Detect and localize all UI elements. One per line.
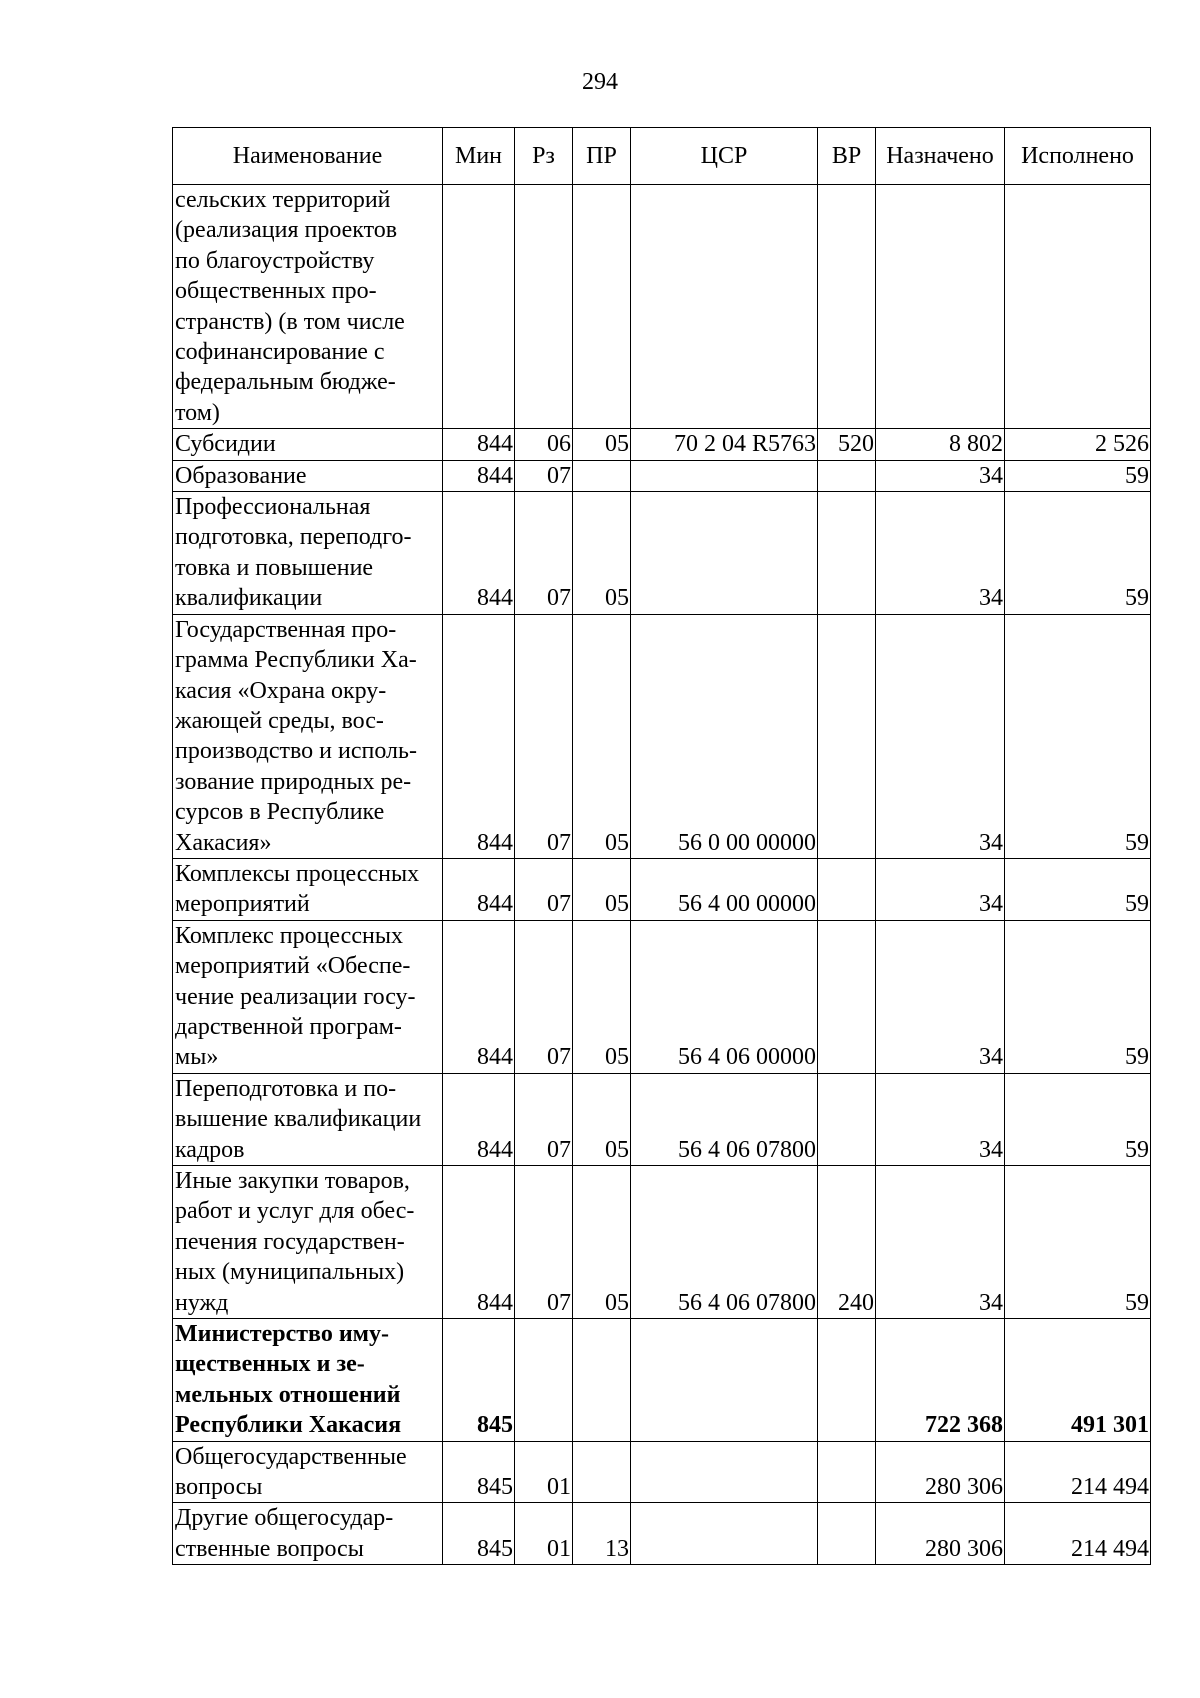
cell-assigned: 280 306 <box>876 1503 1005 1565</box>
name-line: мероприятий <box>175 891 310 918</box>
name-line: (реализация проектов <box>175 217 398 244</box>
cell-name <box>173 920 443 1073</box>
cell-min: 844 <box>443 429 515 460</box>
cell-min: 844 <box>443 858 515 920</box>
cell-executed: 59 <box>1005 492 1151 615</box>
cell-pr: 05 <box>573 492 631 615</box>
name-line: Комплексы процессных <box>175 860 420 887</box>
cell-rz <box>515 1319 573 1442</box>
cell-csr <box>631 460 818 491</box>
page-number: 294 <box>582 69 618 95</box>
cell-rz: 06 <box>515 429 573 460</box>
cell-rz: 01 <box>515 1503 573 1565</box>
name-line: товка и повышение <box>175 554 374 581</box>
cell-pr: 05 <box>573 614 631 858</box>
cell-csr <box>631 1503 818 1565</box>
name-line: щественных и зе- <box>175 1351 365 1378</box>
cell-name <box>173 858 443 920</box>
cell-assigned: 722 368 <box>876 1319 1005 1442</box>
cell-vr <box>818 1441 876 1503</box>
cell-assigned: 34 <box>876 492 1005 615</box>
name-line: по благоустройству <box>175 247 375 274</box>
table-row <box>173 614 1151 858</box>
cell-vr <box>818 858 876 920</box>
cell-pr: 05 <box>573 429 631 460</box>
cell-vr <box>818 492 876 615</box>
cell-min: 844 <box>443 614 515 858</box>
name-line: федеральным бюдже- <box>175 369 396 396</box>
cell-vr <box>818 614 876 858</box>
name-line: печения государствен- <box>175 1228 405 1255</box>
table-row <box>173 429 1151 460</box>
name-line: Субсидии <box>175 431 276 458</box>
header-csr: ЦСР <box>631 128 818 185</box>
cell-executed: 214 494 <box>1005 1441 1151 1503</box>
cell-name <box>173 460 443 491</box>
cell-csr: 56 0 00 00000 <box>631 614 818 858</box>
header-assigned: Назначено <box>876 128 1005 185</box>
cell-name <box>173 1503 443 1565</box>
table-row <box>173 920 1151 1073</box>
name-line: сурсов в Республике <box>175 799 385 826</box>
cell-min: 844 <box>443 1073 515 1165</box>
name-line: том) <box>175 399 220 426</box>
name-line: грамма Республики Ха- <box>175 647 417 674</box>
name-line: Переподготовка и по- <box>175 1075 397 1102</box>
cell-min: 845 <box>443 1441 515 1503</box>
name-line: производство и исполь- <box>175 738 417 765</box>
cell-name <box>173 1166 443 1319</box>
cell-pr <box>573 460 631 491</box>
cell-name <box>173 614 443 858</box>
cell-assigned: 34 <box>876 920 1005 1073</box>
table-row <box>173 1166 1151 1319</box>
name-line: Министерство иму- <box>175 1321 389 1348</box>
cell-executed: 59 <box>1005 920 1151 1073</box>
cell-assigned: 280 306 <box>876 1441 1005 1503</box>
header-min: Мин <box>443 128 515 185</box>
name-line: квалификации <box>175 585 323 612</box>
cell-name <box>173 1319 443 1442</box>
cell-assigned: 8 802 <box>876 429 1005 460</box>
table-header-row <box>173 128 1151 185</box>
cell-executed: 59 <box>1005 614 1151 858</box>
cell-executed: 59 <box>1005 1073 1151 1165</box>
name-line: подготовка, переподго- <box>175 524 412 551</box>
table-row <box>173 1319 1151 1442</box>
cell-rz: 07 <box>515 492 573 615</box>
cell-assigned: 34 <box>876 460 1005 491</box>
name-line: вышение квалификации <box>175 1106 422 1133</box>
name-line: вопросы <box>175 1474 263 1501</box>
cell-executed <box>1005 185 1151 429</box>
cell-rz: 01 <box>515 1441 573 1503</box>
table-row <box>173 858 1151 920</box>
cell-csr <box>631 492 818 615</box>
cell-min <box>443 185 515 429</box>
cell-executed: 2 526 <box>1005 429 1151 460</box>
cell-min: 844 <box>443 920 515 1073</box>
cell-rz: 07 <box>515 460 573 491</box>
cell-executed: 491 301 <box>1005 1319 1151 1442</box>
name-line: Иные закупки товаров, <box>175 1168 410 1194</box>
cell-vr: 520 <box>818 429 876 460</box>
cell-csr: 70 2 04 R5763 <box>631 429 818 460</box>
cell-name <box>173 429 443 460</box>
name-line: Государственная про- <box>175 616 397 643</box>
cell-pr <box>573 1441 631 1503</box>
cell-executed: 59 <box>1005 1166 1151 1319</box>
name-line: нужд <box>175 1289 229 1316</box>
name-line: дарственной програм- <box>175 1013 402 1040</box>
name-line: Профессиональная <box>175 494 371 521</box>
cell-pr <box>573 185 631 429</box>
cell-min: 844 <box>443 460 515 491</box>
cell-executed: 59 <box>1005 858 1151 920</box>
cell-pr <box>573 1319 631 1442</box>
name-line: чение реализации госу- <box>175 983 416 1010</box>
name-line: Хакасия» <box>175 829 272 856</box>
cell-executed: 59 <box>1005 460 1151 491</box>
header-executed: Исполнено <box>1005 128 1151 185</box>
cell-csr <box>631 1319 818 1442</box>
cell-vr <box>818 1319 876 1442</box>
header-vr: ВР <box>818 128 876 185</box>
cell-assigned: 34 <box>876 1073 1005 1165</box>
name-line: странств) (в том числе <box>175 308 405 335</box>
cell-csr: 56 4 06 00000 <box>631 920 818 1073</box>
name-line: зование природных ре- <box>175 768 412 795</box>
cell-name <box>173 1441 443 1503</box>
name-line: ственные вопросы <box>175 1535 364 1562</box>
cell-vr <box>818 1503 876 1565</box>
name-line: ных (муниципальных) <box>175 1259 405 1286</box>
cell-vr <box>818 1073 876 1165</box>
cell-csr: 56 4 06 07800 <box>631 1073 818 1165</box>
name-line: софинансирование с <box>175 339 385 366</box>
cell-rz: 07 <box>515 1073 573 1165</box>
name-line: мероприятий «Обеспе- <box>175 953 411 980</box>
cell-vr <box>818 460 876 491</box>
cell-rz: 07 <box>515 858 573 920</box>
name-line: касия «Охрана окру- <box>175 677 387 704</box>
name-line: Общегосударственные <box>175 1443 407 1470</box>
name-line: общественных про- <box>175 278 377 305</box>
cell-min: 845 <box>443 1319 515 1442</box>
cell-name <box>173 492 443 615</box>
cell-vr <box>818 920 876 1073</box>
cell-executed: 214 494 <box>1005 1503 1151 1565</box>
name-line: мельных отношений <box>175 1381 401 1408</box>
cell-rz: 07 <box>515 920 573 1073</box>
cell-pr: 05 <box>573 1073 631 1165</box>
table-row <box>173 492 1151 615</box>
cell-csr: 56 4 06 07800 <box>631 1166 818 1319</box>
cell-pr: 05 <box>573 1166 631 1319</box>
cell-rz: 07 <box>515 1166 573 1319</box>
cell-name <box>173 185 443 429</box>
cell-min: 844 <box>443 492 515 615</box>
cell-assigned: 34 <box>876 1166 1005 1319</box>
name-line: кадров <box>175 1136 245 1163</box>
cell-pr: 05 <box>573 920 631 1073</box>
cell-assigned: 34 <box>876 858 1005 920</box>
cell-min: 844 <box>443 1166 515 1319</box>
cell-rz <box>515 185 573 429</box>
table-row <box>173 185 1151 429</box>
cell-pr: 05 <box>573 858 631 920</box>
cell-vr: 240 <box>818 1166 876 1319</box>
name-line: жающей среды, вос- <box>175 707 384 734</box>
name-line: мы» <box>175 1044 219 1071</box>
cell-assigned <box>876 185 1005 429</box>
cell-assigned: 34 <box>876 614 1005 858</box>
cell-csr <box>631 1441 818 1503</box>
cell-min: 845 <box>443 1503 515 1565</box>
table-row <box>173 1073 1151 1165</box>
table-body <box>173 185 1151 1565</box>
cell-vr <box>818 185 876 429</box>
table-row <box>173 460 1151 491</box>
name-line: Республики Хакасия <box>175 1412 402 1439</box>
name-line: сельских территорий <box>175 187 391 213</box>
table-row <box>173 1441 1151 1503</box>
name-line: работ и услуг для обес- <box>175 1198 415 1225</box>
cell-csr <box>631 185 818 429</box>
cell-csr: 56 4 00 00000 <box>631 858 818 920</box>
cell-pr: 13 <box>573 1503 631 1565</box>
budget-table <box>172 127 1151 1565</box>
cell-rz: 07 <box>515 614 573 858</box>
name-line: Другие общегосудар- <box>175 1505 394 1532</box>
cell-name <box>173 1073 443 1165</box>
header-name: Наименование <box>173 128 443 185</box>
header-pr: ПР <box>573 128 631 185</box>
name-line: Образование <box>175 462 307 489</box>
name-line: Комплекс процессных <box>175 922 403 949</box>
table-row <box>173 1503 1151 1565</box>
header-rz: Рз <box>515 128 573 185</box>
